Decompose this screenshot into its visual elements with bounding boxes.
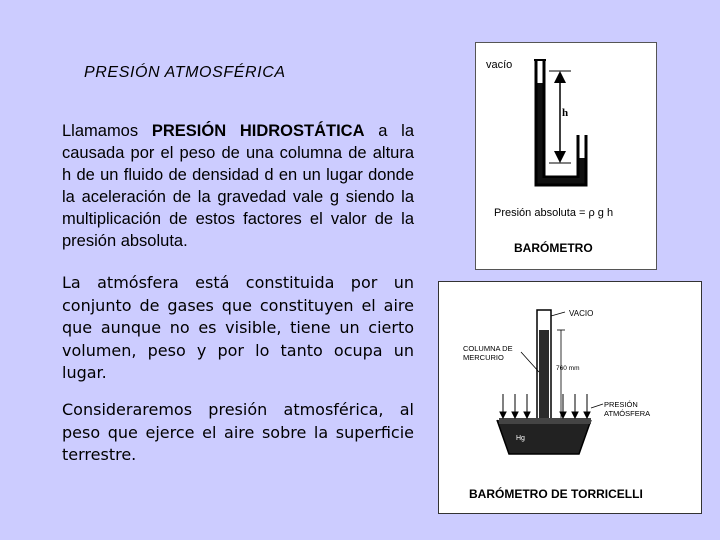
paragraph-rest: a la causada por el peso de una columna de altura h de un fluido de densidad d en un lugar donde la aceleración de la gravedad vale g siendo la multiplicación de estos factores el valor de la presión absoluta. (62, 122, 414, 250)
slide-title: PRESIÓN ATMOSFÉRICA (84, 64, 286, 81)
torricelli-figure (438, 281, 702, 514)
paragraph-hydrostatic (62, 120, 414, 252)
paragraph-bold-term: PRESIÓN HIDROSTÁTICA (151, 122, 365, 140)
column-height-label: 760 mm (556, 365, 580, 372)
barometer-caption: BARÓMETRO (514, 241, 593, 255)
vacuum-label: vacío (486, 59, 513, 71)
paragraph-atmospheric-pressure: Consideraremos presión atmosférica, al peso que ejerce el aire sobre la superficie terrestre. (62, 400, 414, 464)
barometer-diagram (476, 43, 658, 271)
torricelli-caption: BARÓMETRO DE TORRICELLI (469, 487, 643, 501)
mercury-column-label: COLUMNA DE MERCURIO (463, 344, 513, 362)
mercury-label: Hg (516, 435, 525, 442)
atmospheric-pressure-label (604, 400, 650, 418)
pressure-formula: Presión absoluta = ρ g h (494, 207, 614, 219)
barometer-figure (475, 42, 657, 270)
torricelli-vacuum-label: VACIO (569, 309, 594, 318)
pressure-label-line1: PRESIÓN (604, 400, 638, 409)
pressure-label-line2: ATMÓSFERA (604, 409, 651, 418)
paragraph-lead: Llamamos (62, 122, 152, 140)
paragraph-atmosphere: La atmósfera está constituida por un conjunto de gases que constituyen el aire que aunque no es visible, tiene un cierto volumen, peso y por lo tanto ocupa un lugar. (62, 273, 414, 382)
height-label: h (562, 107, 569, 119)
